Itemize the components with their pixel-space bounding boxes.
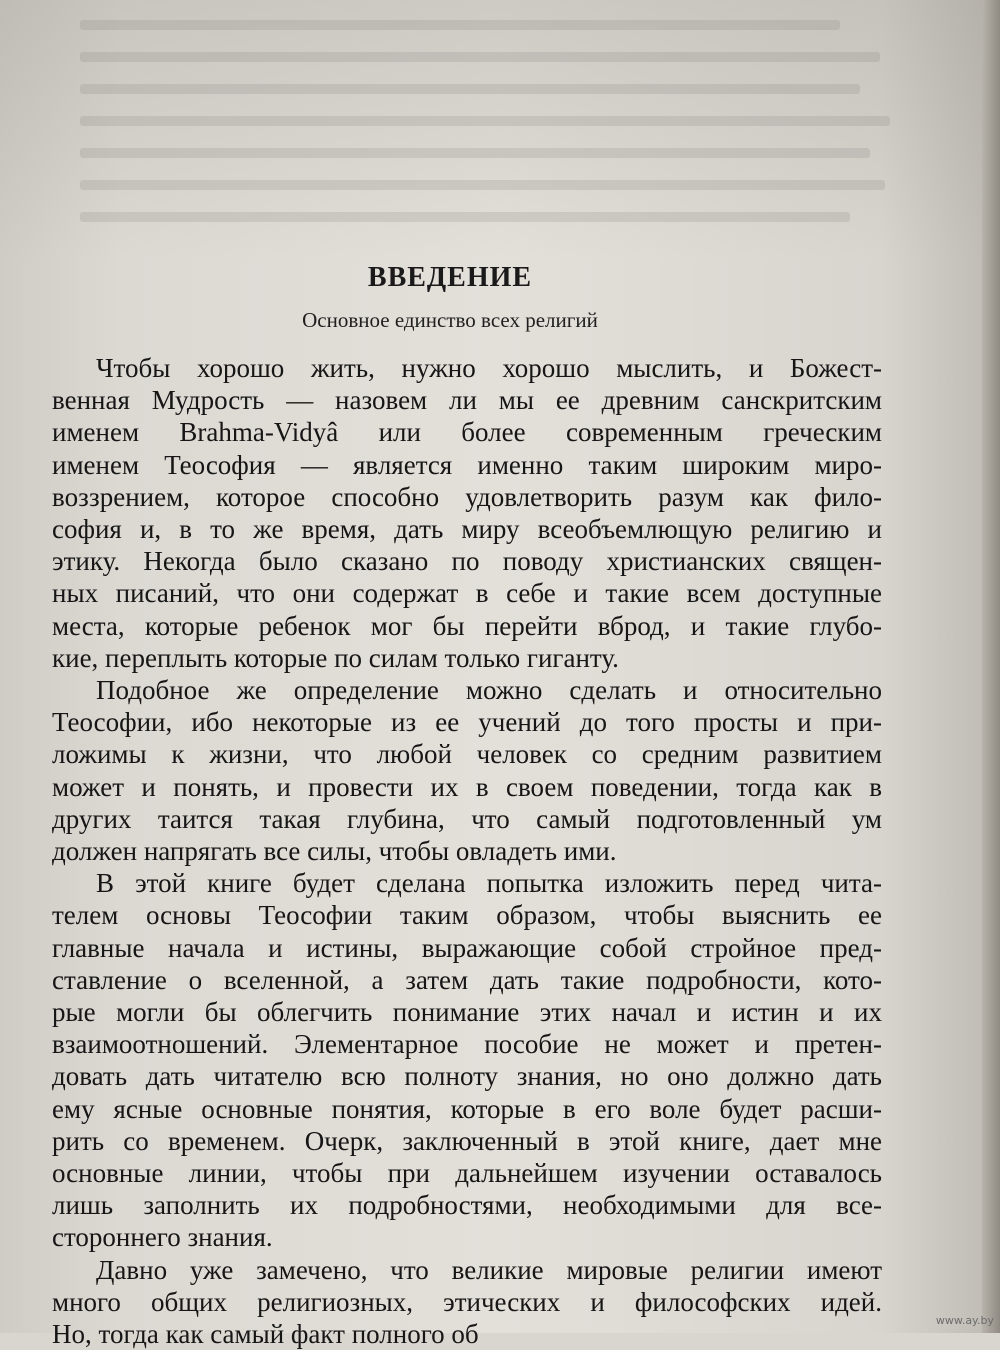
bleed-through-line [80, 148, 870, 158]
text-line: Теософии, ибо некоторые из ее учений до того просты и при- [52, 707, 882, 738]
text-line: кие, переплыть которые по силам только гиганту. [52, 642, 619, 673]
paragraph [52, 674, 882, 867]
paragraph [52, 1254, 882, 1350]
text-line: стороннего знания. [52, 1222, 273, 1253]
watermark-text: www.ay.by [935, 1314, 994, 1327]
text-line: много общих религиозных, этических и философских идей. [52, 1286, 882, 1317]
text-line: Давно уже замечено, что великие мировые религии имеют [96, 1254, 882, 1285]
text-line: именем Теософия — является именно таким широким миро- [52, 449, 882, 480]
bleed-through-line [80, 116, 890, 126]
text-line: лишь заполнить их подробностями, необходимыми для все- [52, 1190, 882, 1221]
text-line: софия и, в то же время, дать миру всеобъемлющую религию и [52, 514, 882, 545]
book-page-edge [982, 0, 1000, 1333]
text-line: взаимоотношений. Элементарное пособие не может и претен- [52, 1029, 882, 1060]
text-line: основные линии, чтобы при дальнейшем изучении оставалось [52, 1158, 882, 1189]
text-line: рить со временем. Очерк, заключенный в этой книге, дает мне [52, 1125, 882, 1156]
text-line: должен напрягать все силы, чтобы овладеть ими. [52, 836, 617, 867]
text-line: Подобное же определение можно сделать и относительно [96, 675, 882, 706]
chapter-title: ВВЕДЕНИЕ [367, 262, 533, 293]
text-line: воззрением, которое способно удовлетворить разум как фило- [52, 481, 882, 512]
text-line: телем основы Теософии таким образом, чтобы выяснить ее [52, 900, 882, 931]
bleed-through-line [80, 180, 885, 190]
text-line: именем Brahma-Vidyâ или более современным греческим [52, 417, 882, 448]
bleed-through-area [0, 0, 1000, 260]
text-line: В этой книге будет сделана попытка изложить перед чита- [96, 868, 882, 899]
text-line: ных писаний, что они содержат в себе и такие всем доступные [52, 578, 882, 609]
text-line: этику. Некогда было сказано по поводу христианских священ- [52, 546, 882, 577]
text-line: других таится такая глубина, что самый подготовленный ум [52, 803, 882, 834]
text-line: рые могли бы облегчить понимание этих начал и истин и их [52, 997, 882, 1028]
chapter-subtitle: Основное единство всех религий [302, 308, 598, 332]
text-line: может и понять, и провести их в своем поведении, тогда как в [52, 771, 882, 802]
text-line: места, которые ребенок мог бы перейти вброд, и такие глубо- [52, 610, 882, 641]
text-line: венная Мудрость — назовем ли мы ее древним санскритским [52, 385, 882, 416]
text-line: ставление о вселенной, а затем дать такие подробности, кото- [52, 964, 882, 995]
paragraph [52, 867, 882, 1253]
paragraph [52, 352, 882, 674]
bleed-through-line [80, 212, 850, 222]
text-line: Чтобы хорошо жить, нужно хорошо мыслить, и Божест- [96, 353, 882, 383]
text-line: довать дать читателю всю полноту знания, но оно должно дать [52, 1061, 882, 1092]
bleed-through-line [80, 84, 860, 94]
body-text [52, 352, 882, 1350]
bleed-through-line [80, 20, 840, 30]
text-line: ему ясные основные понятия, которые в его воле будет расши- [52, 1093, 882, 1124]
text-line: ложимы к жизни, что любой человек со средним развитием [52, 739, 882, 770]
bleed-through-line [80, 52, 880, 62]
text-line: Но, тогда как самый факт полного об [52, 1319, 479, 1350]
text-line: главные начала и истины, выражающие собой стройное пред- [52, 932, 882, 963]
